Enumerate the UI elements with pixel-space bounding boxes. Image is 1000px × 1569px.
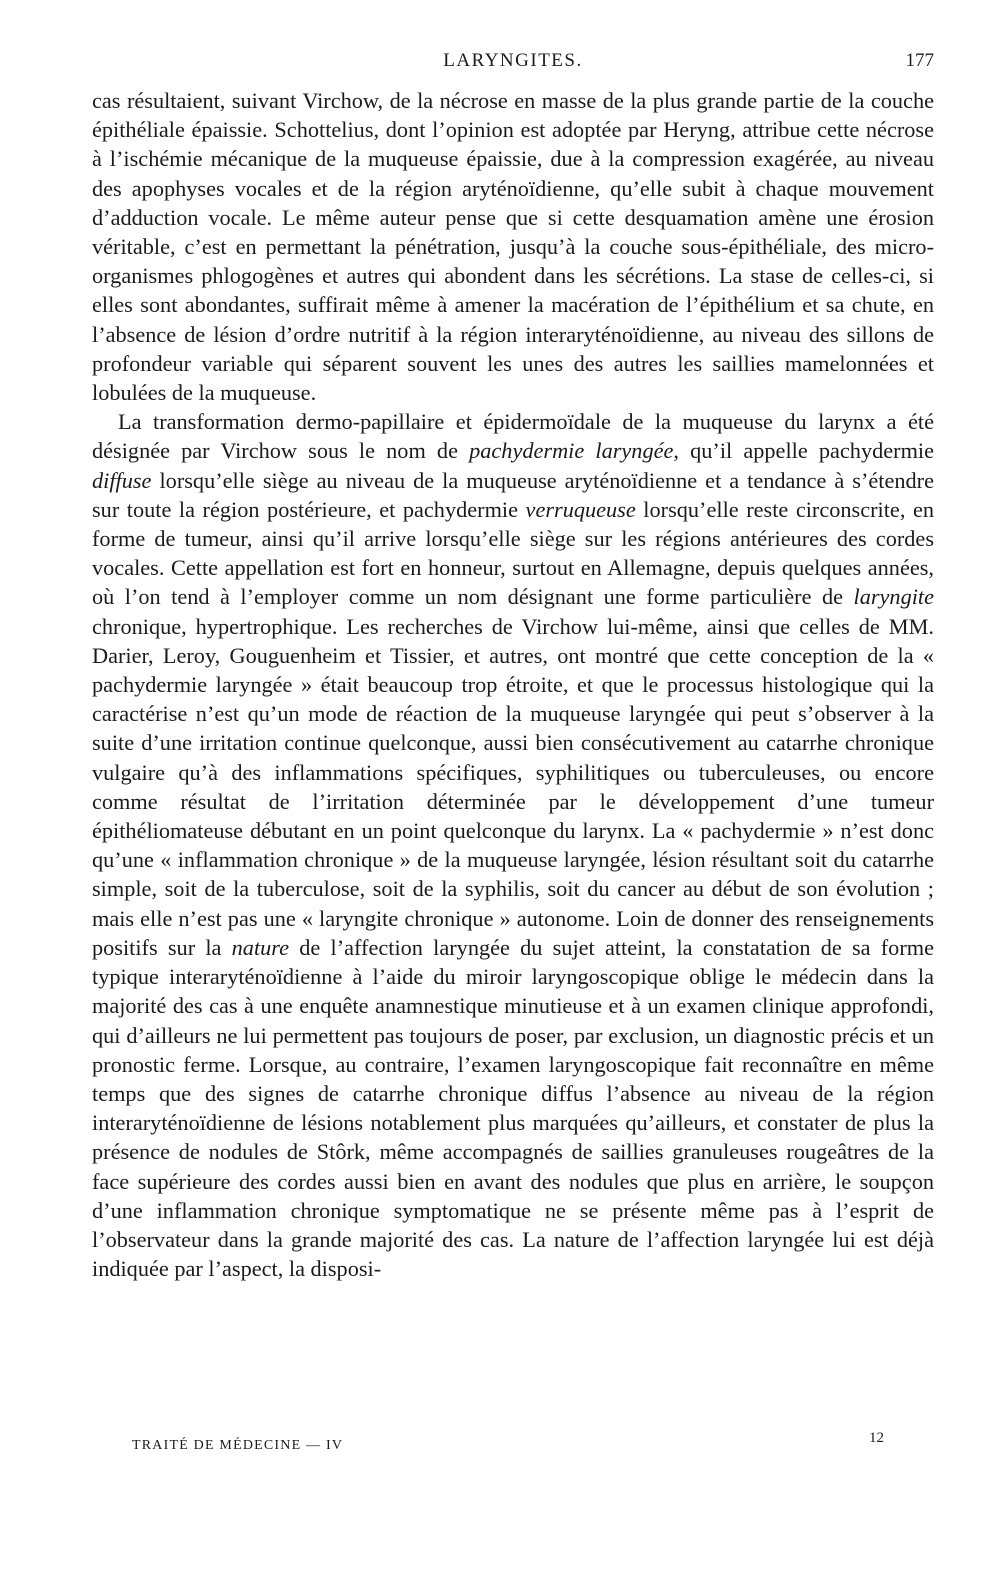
- italic-term: verruqueuse: [525, 496, 636, 522]
- paragraph-pachydermie: [92, 407, 934, 1283]
- italic-term: nature: [231, 934, 290, 960]
- italic-term: diffuse: [92, 467, 152, 493]
- text-run: La transformation dermo-papillaire et épidermoïdale de la muqueuse du larynx a été désignée par Virchow sous le nom de: [92, 409, 934, 464]
- book-title: TRAITÉ DE MÉDECINE — IV: [132, 1438, 344, 1453]
- page-number: 177: [905, 50, 934, 71]
- text-run: chronique, hypertrophique. Les recherches de Virchow lui-même, ainsi que celles de MM. Darier, Leroy, Gouguenheim et Tissier, et autres, ont montré que cette conception de la « pachydermie laryngée » était beaucoup trop étroite, et que le processus histologique qui la caractérise n’est qu’un mode de réaction de la muqueuse laryngée qui peut s’observer à la suite d’une irritation continue quelconque, aussi bien consécutivement au catarrhe chronique vulgaire qu’à des inflammations spécifiques, syphilitiques ou tuberculeuses, ou encore comme résultat de l’irritation déterminée par le développement d’une tumeur épithéliomateuse débutant en un point quelconque du larynx. La « pachydermie » n’est donc qu’une « inflammation chronique » de la muqueuse laryngée, lésion résultant soit du catarrhe simple, soit de la tuberculose, soit de la syphilis, soit du cancer au début de son évolution ; mais elle n’est pas une « laryngite chronique » autonome. Loin de donner des renseignements positifs sur la: [92, 613, 934, 960]
- text-run: lorsqu’elle reste circonscrite, en forme de tumeur, ainsi qu’il arrive lorsqu’elle siège sur les régions antérieures des cordes vocales. Cette appellation est fort en honneur, surtout en Allemagne, depuis quelques années, où l’on tend à l’employer comme un nom désignant une forme particulière de: [92, 496, 934, 610]
- italic-term: pachydermie laryngée: [469, 438, 674, 464]
- running-head: [92, 50, 934, 80]
- text-run: , qu’il appelle pachydermie: [673, 438, 935, 464]
- body-text: [92, 86, 934, 1283]
- italic-term: laryngite: [853, 584, 934, 610]
- running-title: LARYNGITES.: [443, 50, 583, 71]
- signature-mark: 12: [869, 1430, 884, 1446]
- text-run: lorsqu’elle siège au niveau de la muqueuse aryténoïdienne et a tendance à s’étendre sur toute la région postérieure, et pachydermie: [92, 467, 934, 522]
- text-run: de l’affection laryngée du sujet atteint, la constatation de sa forme typique interaryténoïdienne à l’aide du miroir laryngoscopique oblige le médecin dans la majorité des cas à une enquête anamnestique minutieuse et à un examen clinique approfondi, qui d’ailleurs ne lui permettent pas toujours de poser, par exclusion, un diagnostic précis et un pronostic ferme. Lorsque, au contraire, l’examen laryngoscopique fait reconnaître en même temps que des signes de catarrhe chronique diffus l’absence au niveau de la région interaryténoïdienne de lésions notablement plus marquées qu’ailleurs, et constater de plus la présence de nodules de Stôrk, même accompagnés de saillies granuleuses rougeâtres de la face supérieure des cordes aussi bien en avant des nodules que plus en arrière, le soupçon d’une inflammation chronique symptomatique ne se présente même pas à l’esprit de l’observateur dans la grande majorité des cas. La nature de l’affection laryngée lui est déjà indiquée par l’aspect, la disposi-: [92, 934, 934, 1282]
- paragraph-continued: cas résultaient, suivant Virchow, de la nécrose en masse de la plus grande partie de la couche épithéliale épaissie. Schottelius, dont l’opinion est adoptée par Heryng, attribue cette nécrose à l’ischémie mécanique de la muqueuse épaissie, due à la compression exagérée, au niveau des apophyses vocales et de la région aryténoïdienne, qu’elle subit à chaque mouvement d’adduction vocale. Le même auteur pense que si cette desquamation amène une érosion véritable, c’est en permettant la pénétration, jusqu’à la couche sous-épithéliale, des micro-organismes phlogogènes et autres qui abondent dans les sécrétions. La stase de celles-ci, si elles sont abondantes, suffirait même à amener la macération de l’épithélium et sa chute, en l’absence de lésion d’ordre nutritif à la région interaryténoïdienne, au niveau des sillons de profondeur variable qui séparent souvent les unes des autres les saillies mamelonnées et lobulées de la muqueuse.: [92, 88, 934, 406]
- page-footer: [132, 1430, 884, 1470]
